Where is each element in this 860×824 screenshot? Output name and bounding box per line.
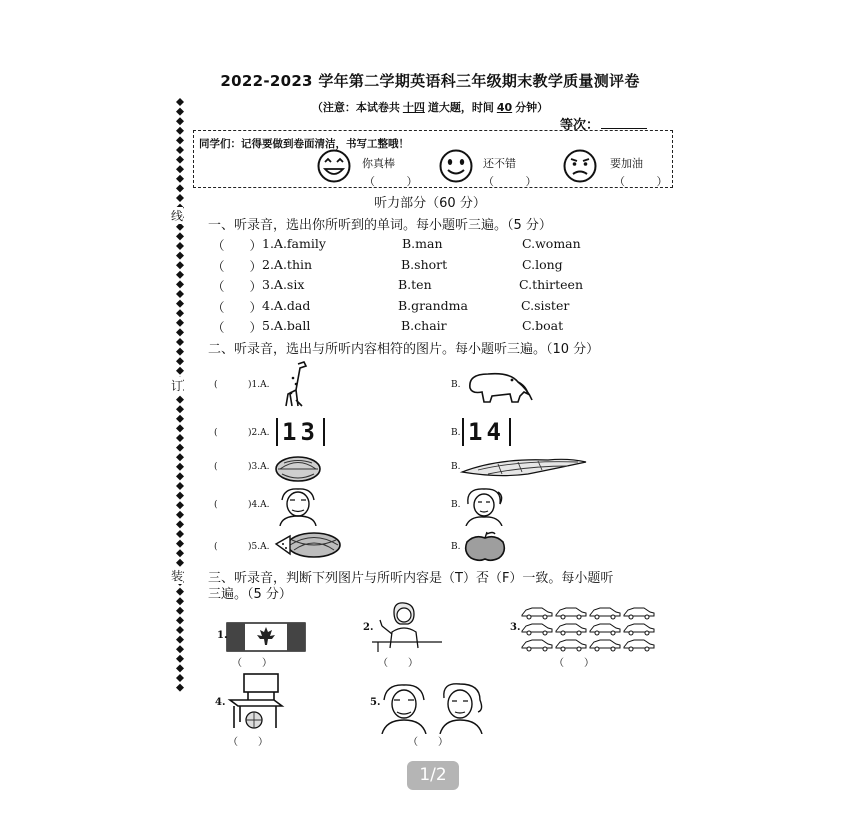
q2-label-a-1: )1.A.: [248, 380, 270, 390]
car-wheel: [527, 647, 531, 651]
binding-diamond: [176, 559, 184, 567]
car-wheel: [611, 631, 615, 635]
binding-diamond: [176, 117, 184, 125]
face-label-good: 还不错: [483, 157, 516, 170]
q3-paren-3[interactable]: （ ）: [554, 658, 594, 669]
car-shape: [522, 608, 552, 616]
q1-option-c-5: C.boat: [522, 318, 564, 333]
binding-diamond: [176, 405, 184, 413]
binding-diamond: [176, 98, 184, 106]
car-wheel: [611, 647, 615, 651]
binding-diamond: [176, 271, 184, 279]
car-wheel: [543, 647, 547, 651]
notice-question-count: 十四: [402, 101, 425, 114]
q1-option-b-5: B.chair: [401, 318, 447, 333]
q3-paren-5[interactable]: （ ）: [408, 737, 448, 748]
binding-diamond: [176, 482, 184, 490]
q1-title: 一、听录音，选出你所听到的单词。每小题听三遍。（5 分）: [208, 218, 552, 233]
q2-paren-4[interactable]: (: [214, 500, 218, 510]
q2-label-a-3: )3.A.: [248, 462, 270, 472]
q1-option-c-2: C.long: [522, 257, 563, 272]
listening-section-title: 听力部分（60 分）: [374, 196, 486, 211]
car-shape: [556, 624, 586, 632]
binding-diamond: [176, 655, 184, 663]
binding-diamond: [176, 588, 184, 596]
q2-title: 二、听录音，选出与所听内容相符的图片。每小题听三遍。（10 分）: [208, 342, 600, 357]
binding-diamond: [176, 434, 184, 442]
binding-diamond: [176, 511, 184, 519]
car-shape: [624, 608, 654, 616]
exam-notice: [0, 99, 860, 115]
binding-diamond: [176, 261, 184, 269]
q3-num-2: 2.: [363, 622, 374, 633]
reminder-text: 同学们：记得要做到卷面清洁，书写工整哦！: [199, 138, 409, 150]
notice-suffix: 分钟）: [515, 101, 549, 114]
q1-option-a-1: 1.A.family: [262, 236, 326, 251]
happy-face-icon: [316, 148, 352, 184]
grade-blank[interactable]: [601, 116, 647, 129]
q1-option-b-4: B.grandma: [398, 298, 468, 313]
car-wheel: [645, 615, 649, 619]
exam-title: 2022-2023 学年第二学期英语科三年级期末教学质量测评卷: [220, 72, 640, 90]
binding-diamond: [176, 684, 184, 692]
binding-diamond: [176, 492, 184, 500]
q2-label-a-2: )2.A.: [248, 428, 270, 438]
binding-diamond: [176, 156, 184, 164]
q3-num-5: 5.: [370, 697, 381, 708]
binding-diamond: [176, 424, 184, 432]
q1-paren-3[interactable]: （ ）: [212, 279, 263, 294]
binding-diamond: [176, 520, 184, 528]
binding-diamond: [176, 309, 184, 317]
car-wheel: [527, 631, 531, 635]
smile-face-icon: [438, 148, 474, 184]
face-paren-try[interactable]: （ ）: [614, 175, 682, 188]
car-wheel: [629, 615, 633, 619]
car-shape: [522, 624, 552, 632]
watermelon-slice-picture: [274, 530, 342, 560]
car-wheel: [595, 615, 599, 619]
binding-char-bind: 装: [171, 569, 184, 583]
binding-diamond: [176, 242, 184, 250]
car-wheel: [577, 631, 581, 635]
q1-option-b-3: B.ten: [398, 277, 432, 292]
car-wheel: [629, 647, 633, 651]
giraffe-picture: [276, 360, 312, 410]
q2-paren-1[interactable]: (: [214, 380, 218, 390]
binding-diamond: [176, 232, 184, 240]
number-13-picture: 13: [276, 418, 325, 446]
face-label-great: 你真棒: [362, 157, 395, 170]
q2-paren-2[interactable]: (: [214, 428, 218, 438]
q3-num-3: 3.: [510, 622, 521, 633]
binding-diamond: [176, 223, 184, 231]
cars-picture: [518, 602, 658, 654]
car-shape: [624, 624, 654, 632]
binding-diamond: [176, 616, 184, 624]
q2-label-a-5: )5.A.: [248, 542, 270, 552]
binding-diamond: [176, 415, 184, 423]
q1-option-a-2: 2.A.thin: [262, 257, 313, 272]
binding-diamond: [176, 472, 184, 480]
q2-label-b-4: B.: [451, 500, 461, 510]
q2-label-b-5: B.: [451, 542, 461, 552]
binding-diamond: [176, 645, 184, 653]
notice-prefix: （注意：本试卷共: [311, 101, 400, 114]
notice-time: 40: [496, 101, 513, 114]
binding-diamond: [176, 252, 184, 260]
q1-option-c-1: C.woman: [522, 236, 581, 251]
q2-label-a-4: )4.A.: [248, 500, 270, 510]
car-wheel: [595, 647, 599, 651]
binding-diamond: [176, 127, 184, 135]
binding-diamond: [176, 597, 184, 605]
car-wheel: [629, 631, 633, 635]
car-wheel: [611, 615, 615, 619]
binding-diamond: [176, 396, 184, 404]
q3-num-1: 1.: [217, 630, 228, 641]
q2-label-b-3: B.: [451, 462, 461, 472]
grandma-picture: [460, 486, 506, 526]
car-wheel: [595, 631, 599, 635]
car-shape: [556, 640, 586, 648]
q2-paren-5[interactable]: (: [214, 542, 218, 552]
car-wheel: [577, 615, 581, 619]
sad-face-icon: [562, 148, 598, 184]
grandparents-picture: [380, 682, 496, 734]
binding-diamond: [176, 674, 184, 682]
binding-diamond: [176, 607, 184, 615]
canada-flag-picture: [226, 622, 306, 652]
q3-paren-2[interactable]: （ ）: [378, 658, 418, 669]
grade-label: 等次：: [560, 118, 600, 133]
binding-diamond: [176, 664, 184, 672]
banana-picture: [458, 452, 590, 480]
binding-diamond: [176, 348, 184, 356]
car-wheel: [645, 631, 649, 635]
q3-paren-1[interactable]: （ ）: [232, 658, 272, 669]
q1-option-b-1: B.man: [402, 236, 443, 251]
car-shape: [590, 608, 620, 616]
q2-label-b-1: B.: [451, 380, 461, 390]
binding-diamond: [176, 357, 184, 365]
watermelon-picture: [274, 454, 322, 484]
binding-diamond: [176, 300, 184, 308]
binding-diamond: [176, 328, 184, 336]
binding-diamond: [176, 108, 184, 116]
car-wheel: [645, 647, 649, 651]
car-wheel: [543, 631, 547, 635]
binding-diamond: [176, 549, 184, 557]
chair-ball-picture: [226, 670, 286, 730]
binding-diamond: [176, 319, 184, 327]
page-indicator[interactable]: 1/2: [407, 761, 459, 790]
q1-paren-2[interactable]: （ ）: [212, 259, 263, 274]
binding-line: [172, 98, 188, 698]
face-label-try: 要加油: [610, 157, 643, 170]
q1-paren-4[interactable]: （ ）: [212, 300, 263, 315]
q3-paren-4[interactable]: （ ）: [228, 737, 268, 748]
teacher-picture: [372, 602, 442, 652]
q1-option-c-3: C.thirteen: [519, 277, 584, 292]
q1-option-c-4: C.sister: [521, 298, 570, 313]
binding-char-order: 订: [171, 379, 184, 393]
notice-mid: 道大题，时间: [427, 101, 494, 114]
face-paren-good[interactable]: （ ）: [483, 175, 551, 188]
grandpa-picture: [274, 486, 320, 526]
binding-diamond: [176, 136, 184, 144]
face-paren-great[interactable]: （ ）: [364, 175, 432, 188]
q1-paren-1[interactable]: （ ）: [212, 238, 263, 253]
apple-picture: [461, 530, 509, 562]
car-shape: [590, 640, 620, 648]
binding-diamond: [176, 146, 184, 154]
q2-paren-3[interactable]: (: [214, 462, 218, 472]
binding-diamond: [176, 290, 184, 298]
q3-title-line2: 三遍。（5 分）: [208, 587, 292, 602]
car-wheel: [577, 647, 581, 651]
binding-diamond: [176, 453, 184, 461]
q1-option-a-4: 4.A.dad: [262, 298, 311, 313]
car-shape: [556, 608, 586, 616]
q3-title-line1: 三、听录音，判断下列图片与所听内容是（T）否（F）一致。每小题听: [208, 571, 614, 586]
number-14-picture: 14: [462, 418, 511, 446]
car-wheel: [561, 631, 565, 635]
car-wheel: [561, 647, 565, 651]
binding-diamond: [176, 338, 184, 346]
binding-diamond: [176, 444, 184, 452]
binding-diamond: [176, 165, 184, 173]
q2-label-b-2: B.: [451, 428, 461, 438]
car-shape: [590, 624, 620, 632]
car-wheel: [527, 615, 531, 619]
binding-diamond: [176, 463, 184, 471]
q3-num-4: 4.: [215, 697, 226, 708]
q1-option-a-3: 3.A.six: [262, 277, 305, 292]
binding-diamond: [176, 626, 184, 634]
q1-option-b-2: B.short: [401, 257, 448, 272]
binding-diamond: [176, 636, 184, 644]
q1-option-a-5: 5.A.ball: [262, 318, 311, 333]
binding-diamond: [176, 530, 184, 538]
binding-diamond: [176, 501, 184, 509]
car-shape: [624, 640, 654, 648]
elephant-picture: [462, 366, 534, 406]
binding-char-line: 线: [171, 209, 184, 223]
binding-diamond: [176, 280, 184, 288]
car-wheel: [543, 615, 547, 619]
binding-diamond: [176, 540, 184, 548]
binding-diamond: [176, 367, 184, 375]
binding-diamond: [176, 175, 184, 183]
q1-paren-5[interactable]: （ ）: [212, 320, 263, 335]
car-wheel: [561, 615, 565, 619]
car-shape: [522, 640, 552, 648]
